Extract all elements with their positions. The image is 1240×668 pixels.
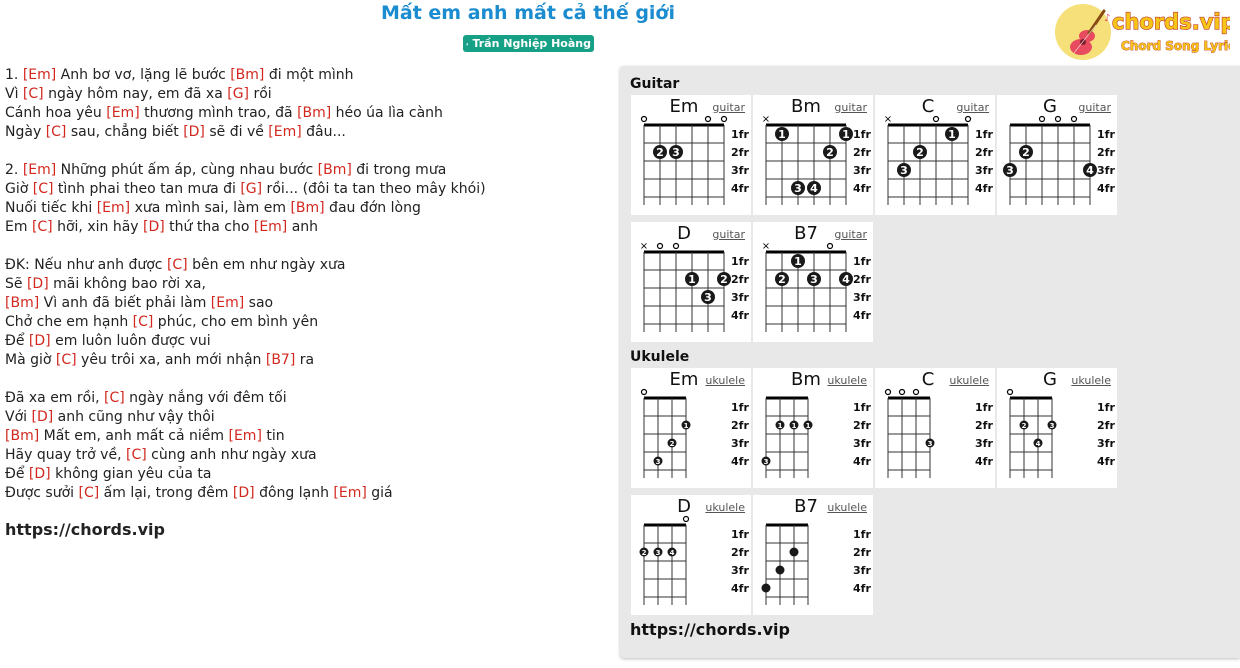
finger-number: 1 — [791, 422, 797, 430]
fret-label: 3fr — [731, 437, 749, 450]
fret-label: 3fr — [975, 437, 993, 450]
open-string-marker — [828, 244, 833, 249]
guitar-chord-card[interactable] — [631, 222, 751, 342]
guitar-chord-card[interactable] — [753, 95, 873, 215]
lyric-line — [5, 237, 605, 256]
finger-number: 3 — [763, 458, 769, 466]
fret-label: 2fr — [731, 146, 749, 159]
lyric-text: rồi... (đôi ta tan theo mây khói) — [262, 181, 486, 197]
open-string-marker — [934, 117, 939, 122]
lyric-text: xưa mình sai, làm em — [130, 200, 291, 216]
fret-label: 1fr — [975, 401, 993, 414]
lyric-text: ra — [295, 352, 315, 368]
fret-label: 3fr — [731, 564, 749, 577]
chord-token[interactable]: [C] — [78, 485, 100, 501]
lyric-text: ngày hôm nay, em đã xa — [43, 86, 228, 102]
lyric-text: giá — [366, 485, 393, 501]
fret-label: 1fr — [731, 401, 749, 414]
fret-label: 1fr — [731, 255, 749, 268]
instrument-link[interactable]: guitar — [712, 101, 745, 114]
lyric-line — [5, 351, 605, 370]
finger-number: 3 — [1006, 164, 1014, 177]
fret-label: 4fr — [975, 182, 993, 195]
lyric-line — [5, 332, 605, 351]
lyric-text: Những phút ấm áp, cùng nhau bước — [56, 162, 318, 178]
fret-label: 1fr — [1097, 128, 1115, 141]
chord-token[interactable]: [D] — [143, 219, 165, 235]
instrument-link[interactable]: ukulele — [705, 374, 745, 387]
lyric-line — [5, 408, 605, 427]
lyric-line — [5, 180, 605, 199]
finger-number: 3 — [655, 549, 661, 557]
fret-label: 2fr — [1097, 146, 1115, 159]
fret-label: 4fr — [1097, 455, 1115, 468]
chord-token[interactable]: [C] — [22, 86, 44, 102]
lyric-text: yêu trôi xa, anh mới nhận — [76, 352, 266, 368]
chord-token[interactable]: [Em] — [210, 295, 245, 311]
chord-token[interactable]: [D] — [26, 276, 49, 292]
chord-name: Bm — [791, 96, 821, 117]
ukulele-chord-card[interactable] — [631, 495, 751, 615]
site-logo[interactable] — [1054, 3, 1230, 61]
open-string-marker — [914, 390, 919, 395]
guitar-chord-card[interactable] — [631, 95, 751, 215]
lyric-text: phúc, cho em bình yên — [153, 314, 319, 330]
fret-label: 3fr — [853, 291, 871, 304]
lyric-line — [5, 294, 605, 313]
chord-name: Em — [669, 369, 699, 390]
finger-number: 3 — [672, 146, 680, 159]
open-string-marker — [722, 117, 727, 122]
open-string-marker — [900, 390, 905, 395]
lyric-text: Với — [5, 409, 32, 425]
lyric-text: Nuối tiếc khi — [5, 200, 97, 216]
user-icon — [466, 39, 468, 49]
open-string-marker — [706, 117, 711, 122]
muted-string-marker: × — [883, 114, 893, 125]
guitar-chord-card[interactable] — [875, 95, 995, 215]
chord-token[interactable]: [Em] — [268, 124, 302, 140]
lyric-text: tin — [261, 428, 285, 444]
fret-label: 2fr — [731, 546, 749, 559]
artist-name: Trần Nghiệp Hoàng — [472, 37, 591, 50]
lyric-text: Mất em, anh mất cả niềm — [39, 428, 229, 444]
ukulele-chord-card[interactable] — [997, 368, 1117, 488]
fret-label: 2fr — [853, 146, 871, 159]
lyric-text: sau, chẳng biết — [66, 124, 184, 140]
fret-label: 3fr — [853, 164, 871, 177]
lyric-text: hỡi, xin hãy — [52, 219, 144, 235]
fret-label: 4fr — [731, 309, 749, 322]
finger-number: 2 — [1021, 422, 1027, 430]
lyric-text: Để — [5, 333, 29, 349]
chord-token[interactable]: [C] — [31, 219, 53, 235]
panel-site-link[interactable]: https://chords.vip — [630, 620, 790, 639]
lyric-text: em luôn luôn được vui — [50, 333, 211, 349]
fret-label: 3fr — [1097, 437, 1115, 450]
lyric-line — [5, 104, 605, 123]
finger-number: 2 — [778, 273, 786, 286]
chord-name: C — [921, 369, 935, 390]
finger-number: 3 — [704, 291, 712, 304]
chord-name: G — [1043, 96, 1057, 117]
fret-label: 3fr — [731, 164, 749, 177]
chord-token[interactable]: [Em] — [22, 162, 57, 178]
fret-label: 4fr — [975, 455, 993, 468]
muted-string-marker: × — [639, 241, 649, 252]
instrument-link[interactable]: guitar — [834, 228, 867, 241]
instrument-link[interactable]: guitar — [956, 101, 989, 114]
chord-name: D — [677, 496, 691, 517]
finger-number: 3 — [900, 164, 908, 177]
finger-dot — [762, 584, 771, 593]
instrument-link[interactable]: ukulele — [705, 501, 745, 514]
lyric-text: đi trong mưa — [351, 162, 447, 178]
lyric-text: ngày nắng với đêm tối — [124, 390, 287, 406]
chord-token[interactable]: [D] — [31, 409, 54, 425]
chord-diagrams-panel — [620, 66, 1240, 658]
lyric-text: sao — [244, 295, 274, 311]
fret-label: 4fr — [731, 455, 749, 468]
finger-number: 4 — [1086, 164, 1094, 177]
open-string-marker — [1056, 117, 1061, 122]
lyric-text: thứ tha cho — [164, 219, 254, 235]
chord-name: D — [677, 223, 691, 244]
lyric-text: Ngày — [5, 124, 46, 140]
guitar-chord-card[interactable] — [997, 95, 1117, 215]
finger-number: 3 — [927, 440, 933, 448]
finger-number: 1 — [948, 128, 956, 141]
chord-token[interactable]: [Em] — [96, 200, 131, 216]
lyric-line — [5, 142, 605, 161]
lyric-line — [5, 427, 605, 446]
instrument-link[interactable]: ukulele — [949, 374, 989, 387]
finger-number: 1 — [688, 273, 696, 286]
finger-number: 4 — [842, 273, 850, 286]
open-string-marker — [642, 390, 647, 395]
chord-token[interactable]: [Em] — [228, 428, 262, 444]
finger-dot — [776, 566, 785, 575]
fret-label: 1fr — [975, 128, 993, 141]
chord-token[interactable]: [D] — [28, 333, 51, 349]
fret-label: 2fr — [975, 146, 993, 159]
fret-label: 2fr — [853, 546, 871, 559]
chord-token[interactable]: [D] — [28, 466, 51, 482]
lyric-line — [5, 123, 605, 142]
instrument-link[interactable]: guitar — [1078, 101, 1111, 114]
fret-label: 2fr — [853, 419, 871, 432]
guitar-logo-icon — [1055, 4, 1111, 60]
svg-text:♪: ♪ — [1104, 13, 1111, 24]
finger-number: 2 — [669, 440, 675, 448]
finger-number: 1 — [777, 422, 783, 430]
finger-number: 2 — [656, 146, 664, 159]
song-title: Mất em anh mất cả thế giới — [380, 2, 676, 24]
lyric-text: Để — [5, 466, 29, 482]
finger-number: 3 — [1049, 422, 1055, 430]
open-string-marker — [1040, 117, 1045, 122]
finger-number: 2 — [1022, 146, 1030, 159]
fret-label: 4fr — [731, 582, 749, 595]
chord-token[interactable]: [Em] — [106, 105, 140, 121]
lyric-line — [5, 313, 605, 332]
chord-token[interactable]: [Bm] — [297, 105, 332, 121]
lyric-text: Giờ — [5, 181, 33, 197]
open-string-marker — [674, 244, 679, 249]
lyric-text: Em — [5, 219, 32, 235]
fret-label: 4fr — [1097, 182, 1115, 195]
finger-number: 3 — [794, 182, 802, 195]
instrument-link[interactable]: guitar — [712, 228, 745, 241]
chord-token[interactable]: [C] — [125, 447, 147, 463]
lyric-line — [5, 256, 605, 275]
lyric-line — [5, 465, 605, 484]
lyric-text: Vì — [5, 86, 23, 102]
finger-number: 4 — [669, 549, 675, 557]
lyrics-body — [5, 66, 605, 503]
ukulele-section-title: Ukulele — [630, 349, 690, 365]
open-string-marker — [1008, 390, 1013, 395]
chord-token[interactable]: [Em] — [22, 67, 57, 83]
chord-name: Bm — [791, 369, 821, 390]
muted-string-marker: × — [761, 241, 771, 252]
fret-label: 3fr — [975, 164, 993, 177]
lyric-line — [5, 370, 605, 389]
chord-name: G — [1043, 369, 1057, 390]
open-string-marker — [658, 244, 663, 249]
ukulele-chord-card[interactable] — [753, 368, 873, 488]
instrument-link[interactable]: guitar — [834, 101, 867, 114]
lyric-text: rồi — [249, 86, 272, 102]
chord-token[interactable]: [C] — [104, 390, 125, 406]
fret-label: 1fr — [853, 401, 871, 414]
logo-brand: chords.vip — [1112, 10, 1230, 34]
fret-label: 2fr — [853, 273, 871, 286]
guitar-chord-card[interactable] — [753, 222, 873, 342]
open-string-marker — [1072, 117, 1077, 122]
finger-number: 3 — [655, 458, 661, 466]
open-string-marker — [684, 517, 689, 522]
site-link[interactable]: https://chords.vip — [5, 520, 165, 539]
lyric-text: Hãy quay trở về, — [5, 447, 126, 463]
chord-token[interactable]: [C] — [45, 124, 67, 140]
fret-label: 3fr — [731, 291, 749, 304]
fret-label: 2fr — [975, 419, 993, 432]
ukulele-chord-card[interactable] — [753, 495, 873, 615]
artist-badge[interactable] — [463, 35, 594, 52]
lyric-line — [5, 66, 605, 85]
lyric-text: mãi không bao rời xa, — [48, 276, 206, 292]
finger-number: 3 — [810, 273, 818, 286]
lyric-text: Cánh hoa yêu — [5, 105, 107, 121]
lyric-line — [5, 199, 605, 218]
guitar-section-title: Guitar — [630, 76, 680, 92]
chord-token[interactable]: [D] — [183, 124, 205, 140]
lyric-line — [5, 85, 605, 104]
lyric-text: đâu... — [301, 124, 346, 140]
fret-label: 4fr — [853, 455, 871, 468]
chord-token[interactable]: [Em] — [333, 485, 367, 501]
lyric-text: 1. — [5, 67, 23, 83]
lyric-text: ĐK: Nếu như anh được — [5, 257, 167, 273]
lyric-text: anh — [287, 219, 319, 235]
finger-number: 1 — [794, 255, 802, 268]
finger-number: 4 — [810, 182, 818, 195]
lyric-text: Được sưởi — [5, 485, 79, 501]
finger-number: 2 — [916, 146, 924, 159]
lyric-text: cùng anh như ngày xưa — [146, 447, 317, 463]
fret-label: 1fr — [853, 255, 871, 268]
chord-name: B7 — [794, 496, 818, 517]
lyric-text: 2. — [5, 162, 23, 178]
lyric-text: Mà giờ — [5, 352, 56, 368]
lyric-text: Sẽ — [5, 276, 27, 292]
fret-label: 3fr — [853, 437, 871, 450]
chord-token[interactable]: [G] — [227, 86, 250, 102]
lyric-text: đi một mình — [264, 67, 354, 83]
open-string-marker — [886, 390, 891, 395]
chord-token[interactable]: [Bm] — [5, 428, 40, 444]
lyric-text: thương mình trao, đã — [139, 105, 298, 121]
lyric-text: anh cũng như vậy thôi — [53, 409, 215, 425]
ukulele-chord-card[interactable] — [631, 368, 751, 488]
chord-token[interactable]: [Bm] — [5, 295, 40, 311]
fret-label: 1fr — [853, 528, 871, 541]
fret-label: 4fr — [853, 182, 871, 195]
lyric-text: tình phai theo tan mưa đi — [53, 181, 241, 197]
muted-string-marker: × — [761, 114, 771, 125]
finger-number: 2 — [720, 273, 728, 286]
lyric-text: đau đớn lòng — [324, 200, 421, 216]
fret-label: 1fr — [853, 128, 871, 141]
instrument-link[interactable]: ukulele — [827, 501, 867, 514]
finger-dot — [790, 548, 799, 557]
lyric-text: Đã xa em rồi, — [5, 390, 105, 406]
lyric-text: đông lạnh — [254, 485, 334, 501]
lyric-text: héo úa lìa cành — [331, 105, 443, 121]
lyric-text: Chở che em hạnh — [5, 314, 133, 330]
lyric-line — [5, 389, 605, 408]
chord-token[interactable]: [C] — [32, 181, 54, 197]
finger-number: 2 — [641, 549, 647, 557]
fret-label: 1fr — [1097, 401, 1115, 414]
finger-number: 1 — [683, 422, 689, 430]
chord-token[interactable]: [Em] — [253, 219, 288, 235]
lyric-text: sẽ đi về — [204, 124, 269, 140]
finger-number: 1 — [805, 422, 811, 430]
fret-label: 2fr — [731, 419, 749, 432]
chord-token[interactable]: [C] — [132, 314, 154, 330]
ukulele-chord-card[interactable] — [875, 368, 995, 488]
lyric-text: không gian yêu của ta — [50, 466, 212, 482]
chord-token[interactable]: [Bm] — [290, 200, 325, 216]
fret-label: 1fr — [731, 128, 749, 141]
finger-number: 4 — [1035, 440, 1041, 448]
fret-label: 4fr — [853, 582, 871, 595]
fret-label: 1fr — [731, 528, 749, 541]
fret-label: 2fr — [731, 273, 749, 286]
instrument-link[interactable]: ukulele — [827, 374, 867, 387]
logo-tagline: Chord Song Lyric — [1121, 39, 1230, 53]
lyric-line — [5, 218, 605, 237]
chord-token[interactable]: [C] — [166, 257, 188, 273]
finger-number: 1 — [842, 128, 850, 141]
chord-name: B7 — [794, 223, 818, 244]
chord-name: Em — [669, 96, 699, 117]
chord-token[interactable]: [B7] — [265, 352, 296, 368]
fret-label: 3fr — [1097, 164, 1115, 177]
lyric-line — [5, 275, 605, 294]
lyric-line — [5, 161, 605, 180]
open-string-marker — [966, 117, 971, 122]
chord-token[interactable]: [G] — [240, 181, 263, 197]
lyric-text: Anh bơ vơ, lặng lẽ bước — [56, 67, 231, 83]
fret-label: 3fr — [853, 564, 871, 577]
lyric-text: ấm lại, trong đêm — [99, 485, 233, 501]
chord-token[interactable]: [D] — [232, 485, 255, 501]
fret-label: 2fr — [1097, 419, 1115, 432]
chord-token[interactable]: [Bm] — [230, 67, 265, 83]
chord-token[interactable]: [Bm] — [317, 162, 352, 178]
open-string-marker — [642, 117, 647, 122]
lyric-text: bên em như ngày xưa — [187, 257, 346, 273]
finger-number: 2 — [826, 146, 834, 159]
fret-label: 4fr — [853, 309, 871, 322]
lyric-line — [5, 446, 605, 465]
lyric-line — [5, 484, 605, 503]
lyric-text: Vì anh đã biết phải làm — [39, 295, 211, 311]
instrument-link[interactable]: ukulele — [1071, 374, 1111, 387]
fret-label: 4fr — [731, 182, 749, 195]
chord-name: C — [921, 96, 935, 117]
chord-token[interactable]: [C] — [55, 352, 77, 368]
finger-number: 1 — [778, 128, 786, 141]
